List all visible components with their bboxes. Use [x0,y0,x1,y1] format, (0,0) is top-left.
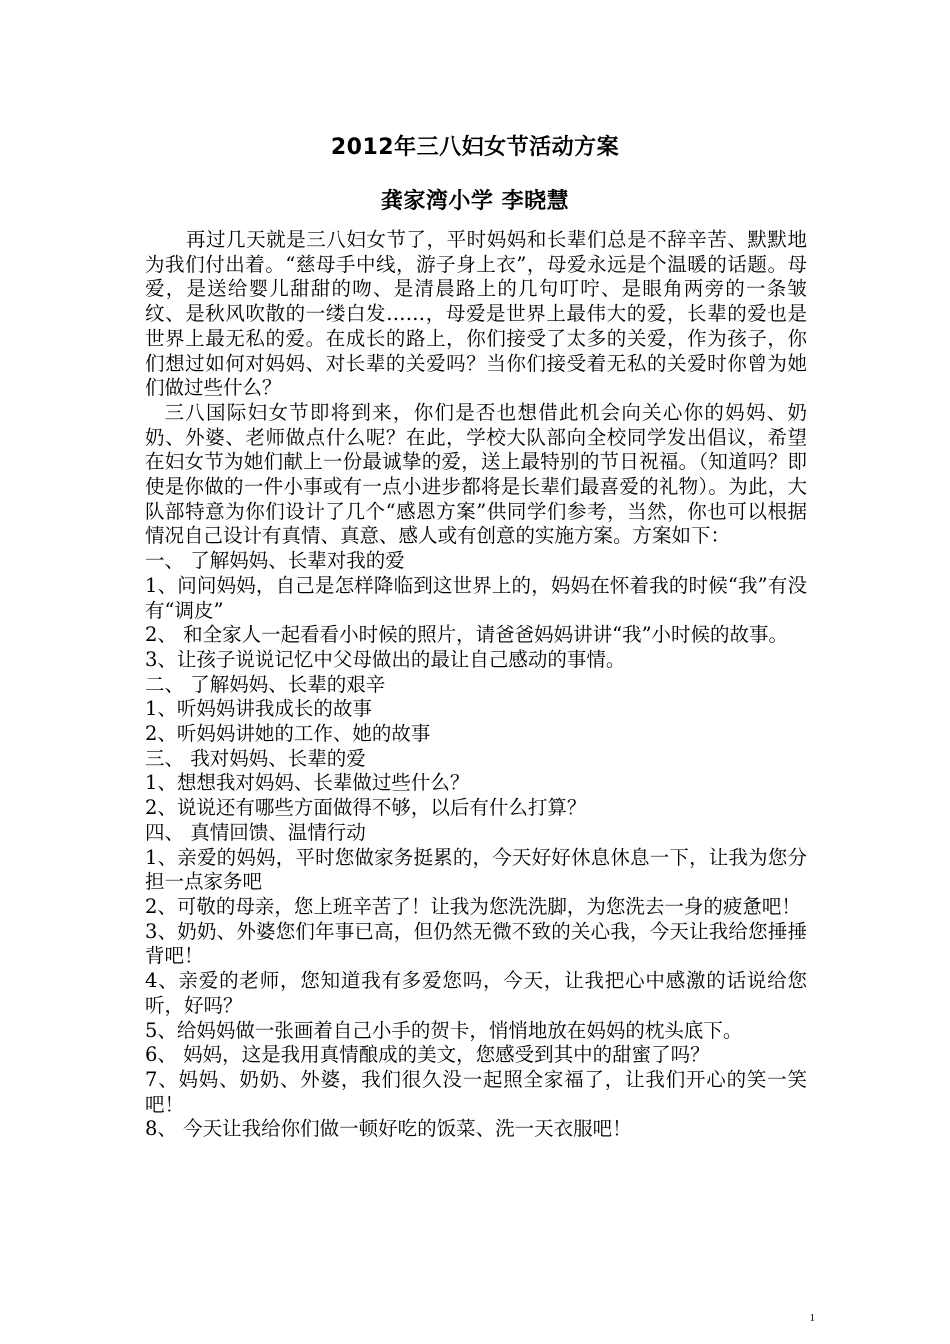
list-item: 8、 今天让我给你们做一顿好吃的饭菜、洗一天衣服吧！ [145,1117,632,1141]
list-item: 4、亲爱的老师，您知道我有多爱您吗，今天，让我把心中感激的话说给您听，好吗？ [145,969,807,1017]
list-item: 3、奶奶、外婆您们年事已高，但仍然无微不致的关心我，今天让我给您捶捶背吧！ [145,919,807,968]
list-item: 1、亲爱的妈妈，平时您做家务挺累的，今天好好休息休息一下，让我为您分担一点家务吧 [145,845,807,894]
list-item: 2、可敬的母亲，您上班辛苦了！让我为您洗洗脚，为您洗去一身的疲惫吧！ [145,894,801,918]
list-item: 2、说说还有哪些方面做得不够，以后有什么打算？ [145,796,587,820]
list-item: 1、想想我对妈妈、长辈做过些什么？ [145,771,470,795]
list-item: 3、让孩子说说记忆中父母做出的最让自己感动的事情。 [145,647,626,671]
list-item: 7、妈妈、奶奶、外婆，我们很久没一起照全家福了，让我们开心的笑一笑吧！ [145,1067,807,1116]
list-item: 1、听妈妈讲我成长的故事 [145,697,372,721]
list-item: 5、给妈妈做一张画着自己小手的贺卡，悄悄地放在妈妈的枕头底下。 [145,1018,743,1042]
section-heading: 四、 真情回馈、温情行动 [145,820,366,844]
list-item: 6、 妈妈，这是我用真情酿成的美文，您感受到其中的甜蜜了吗？ [145,1043,710,1067]
intro-paragraph: 三八国际妇女节即将到来，你们是否也想借此机会向关心你的妈妈、奶奶、外婆、老师做点什么呢？在此，学校大队部向全校同学发出倡议，希望在妇女节为她们献上一份最诚挚的爱，送上最特别的节日祝福。（知道吗？即使是你做的一件小事或有一点小进步都将是长辈们最喜爱的礼物）。为此，大队部特意为你们设计了几个“感恩方案”供同学们参考，当然，你也可以根据情况自己设计有真情、真意、感人或有创意的实施方案。方案如下： [145,400,807,548]
section-heading: 一、 了解妈妈、长辈对我的爱 [145,549,405,573]
document-title: 2012年三八妇女节活动方案 [330,135,620,160]
list-item: 2、听妈妈讲她的工作、她的故事 [145,722,431,746]
section-heading: 三、 我对妈妈、长辈的爱 [145,746,366,770]
intro-paragraph: 再过几天就是三八妇女节了，平时妈妈和长辈们总是不辞辛苦、默默地为我们付出着。“慈母手中线，游子身上衣”，母爱永远是个温暖的话题。母爱，是送给婴儿甜甜的吻、是清晨路上的几句叮咛、是眼角两旁的一条皱纹、是秋风吹散的一缕白发……，母爱是世界上最伟大的爱，长辈的爱也是世界上最无私的爱。在成长的路上，你们接受了太多的关爱，作为孩子，你们想过如何对妈妈、对长辈的关爱吗？当你们接受着无私的关爱时你曾为她们做过些什么？ [145,228,807,400]
page-number: 1 [809,1312,815,1324]
list-item: 1、问问妈妈，自己是怎样降临到这世界上的，妈妈在怀着我的时候“我”有没有“调皮” [145,573,807,622]
section-heading: 二、 了解妈妈、长辈的艰辛 [145,672,386,696]
document-body [145,228,807,1142]
list-item: 2、 和全家人一起看看小时候的照片，请爸爸妈妈讲讲“我”小时候的故事。 [145,623,789,647]
author-line: 龚家湾小学 李晓慧 [380,189,570,214]
